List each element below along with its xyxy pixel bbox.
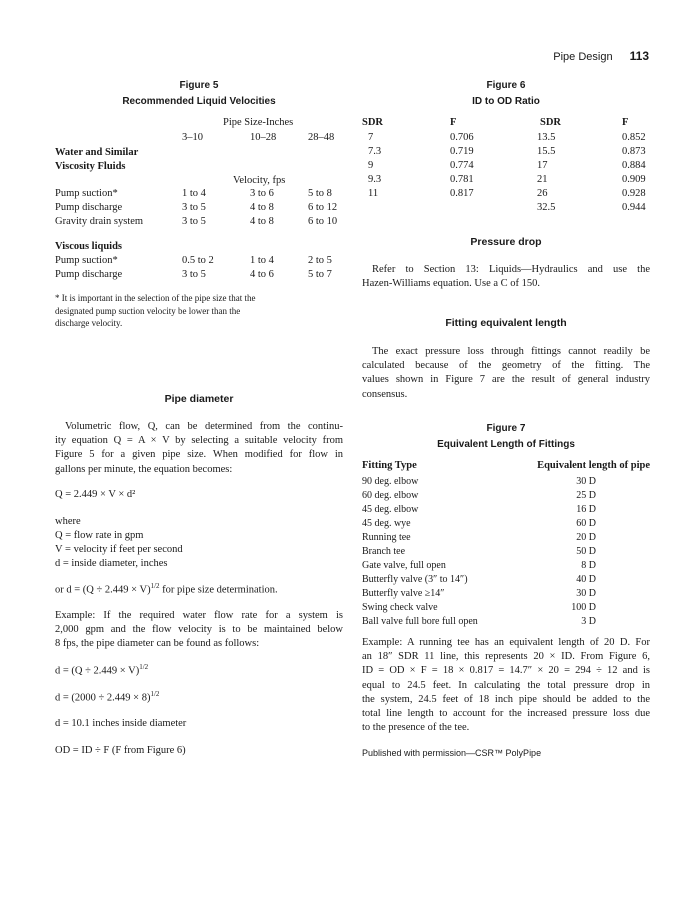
figure7-caption <box>362 421 650 453</box>
where-label: where <box>55 516 81 527</box>
column-header: Fitting Type <box>362 460 417 471</box>
fitting-type: Butterfly valve (3″ to 14″) <box>362 574 468 585</box>
row-label: Gravity drain system <box>55 216 144 227</box>
row-value: 5 to 8 <box>308 188 332 199</box>
column-header: SDR <box>362 117 384 128</box>
f-value: 0.928 <box>622 188 646 199</box>
row-value: 3 to 6 <box>250 188 274 199</box>
sdr-value: 17 <box>537 160 548 171</box>
fitting-example <box>362 636 650 735</box>
pressure-drop-heading: Pressure drop <box>470 236 542 248</box>
fitting-length: 30 D <box>576 476 596 487</box>
equation-example-1: $d = (Q \div 2.449 \times V)^{1/2}$ <box>55 663 149 677</box>
f-value: 0.909 <box>622 174 646 185</box>
column-header: Equivalent length of pipe <box>537 460 650 471</box>
f-value: 0.719 <box>450 146 474 157</box>
text-line: Refer to Section 13: Liquids—Hydraulics and use the <box>372 264 650 275</box>
sdr-value: 13.5 <box>537 132 556 143</box>
size-col-2: 10–28 <box>250 132 277 143</box>
f-value: 0.852 <box>622 132 646 143</box>
footnote-line: * It is important in the selection of the pipe size that the <box>55 293 256 303</box>
pipe-diameter-heading: Pipe diameter <box>164 393 234 405</box>
result-diameter: d = 10.1 inches inside diameter <box>55 718 187 729</box>
text-line: Volumetric flow, Q, can be determined from the continu- <box>65 421 343 432</box>
sdr-value: 26 <box>537 188 548 199</box>
footnote-line: discharge velocity. <box>55 318 123 328</box>
text-line: consensus. <box>362 388 408 400</box>
sdr-value: 11 <box>368 188 379 199</box>
text-line: ity equation Q = A × V by selecting a suitable velocity from <box>55 435 343 447</box>
fitting-length: 3 D <box>581 616 596 627</box>
text-line: Figure 5 for a given pipe size. When modified for flow in <box>55 449 343 461</box>
text-line: gallons per minute, the equation becomes: <box>55 463 233 475</box>
row-value: 6 to 12 <box>308 202 338 213</box>
figure5-table <box>55 116 355 316</box>
pipe-diameter-example <box>55 609 343 652</box>
row-label: Pump discharge <box>55 202 123 213</box>
fitting-length: 30 D <box>576 588 596 599</box>
equation-example-2: $d = (2000 \div 2.449 \times 8)^{1/2}$ <box>55 690 160 704</box>
fitting-length: 25 D <box>576 490 596 501</box>
f-value: 0.706 <box>450 132 474 143</box>
figure6-caption <box>362 78 650 110</box>
size-col-3: 28–48 <box>308 132 335 143</box>
fitting-length: 16 D <box>576 504 596 515</box>
fitting-length-text <box>362 345 650 402</box>
text-line: total line length to account for the increased pressure loss due <box>362 708 650 720</box>
f-value: 0.774 <box>450 160 474 171</box>
fitting-length: 50 D <box>576 546 596 557</box>
f-value: 0.884 <box>622 160 646 171</box>
definition-v: V = velocity if feet per second <box>55 544 183 555</box>
velocity-header: Velocity, fps <box>233 175 286 186</box>
text-line: equal to 24.5 feet. In calculating the total pressure drop in <box>362 679 650 691</box>
running-header <box>553 49 649 63</box>
figure6-label: Figure 6 <box>486 80 526 91</box>
sdr-value: 32.5 <box>537 202 556 213</box>
fitting-length: 100 D <box>571 602 596 613</box>
column-header: F <box>450 117 457 128</box>
group1-label-2: Viscosity Fluids <box>55 161 126 172</box>
row-value: 4 to 8 <box>250 202 274 213</box>
f-value: 0.873 <box>622 146 646 157</box>
row-value: 4 to 6 <box>250 269 274 280</box>
row-value: 2 to 5 <box>308 255 332 266</box>
definition-q: Q = flow rate in gpm <box>55 530 144 541</box>
text-line: an 18″ SDR 11 line, this represents 20 × ID. From Figure 6, <box>362 651 650 663</box>
publication-credit: Published with permission—CSR™ PolyPipe <box>362 748 542 758</box>
header-title: Pipe Design <box>553 51 613 63</box>
f-value: 0.817 <box>450 188 474 199</box>
column-header: F <box>622 117 629 128</box>
fitting-length: 20 D <box>576 532 596 543</box>
figure5-caption <box>55 78 343 110</box>
row-value: 1 to 4 <box>182 188 206 199</box>
pressure-drop-text <box>362 263 650 291</box>
sdr-value: 9 <box>368 160 374 171</box>
fitting-type: Butterfly valve ≥14″ <box>362 588 445 599</box>
sdr-value: 9.3 <box>368 174 382 185</box>
page-number: 113 <box>629 49 649 63</box>
fitting-type: 45 deg. wye <box>362 518 411 529</box>
fitting-type: 45 deg. elbow <box>362 504 419 515</box>
figure7-table <box>362 460 650 630</box>
figure6-title: ID to OD Ratio <box>472 96 540 107</box>
group2-label: Viscous liquids <box>55 241 123 252</box>
fitting-length: 60 D <box>576 518 596 529</box>
figure5-footnote <box>55 292 345 330</box>
text-line: values shown in Figure 7 are the result of general industry <box>362 374 650 386</box>
fitting-type: Gate valve, full open <box>362 560 446 571</box>
equation-continuity: Q = 2.449 × V × d² <box>55 489 136 500</box>
row-label: Pump suction* <box>55 255 118 266</box>
fitting-type: Swing check valve <box>362 602 438 613</box>
figure5-title: Recommended Liquid Velocities <box>122 96 276 107</box>
row-value: 3 to 5 <box>182 202 206 213</box>
fitting-type: Branch tee <box>362 546 406 557</box>
figure7-title: Equivalent Length of Fittings <box>437 439 575 450</box>
footnote-line: designated pump suction velocity be lower than the <box>55 305 241 316</box>
definition-d: d = inside diameter, inches <box>55 558 168 569</box>
row-label: Pump suction* <box>55 188 118 199</box>
row-value: 4 to 8 <box>250 216 274 227</box>
sdr-value: 15.5 <box>537 146 556 157</box>
pipe-size-header: Pipe Size-Inches <box>223 117 294 128</box>
text-line: Example: A running tee has an equivalent length of 20 D. For <box>362 637 650 648</box>
equation-od: OD = ID ÷ F (F from Figure 6) <box>55 745 186 756</box>
row-value: 1 to 4 <box>250 255 274 266</box>
column-header: SDR <box>540 117 562 128</box>
text-line: 2,000 gpm and the flow velocity is to be maintained below <box>55 624 343 636</box>
f-value: 0.781 <box>450 174 474 185</box>
sdr-value: 7 <box>368 132 374 143</box>
group1-label-1: Water and Similar <box>55 147 139 158</box>
fitting-length: 8 D <box>581 560 596 571</box>
fitting-type: 60 deg. elbow <box>362 490 419 501</box>
sdr-value: 7.3 <box>368 146 382 157</box>
fitting-length-heading: Fitting equivalent length <box>445 317 567 329</box>
f-value: 0.944 <box>622 202 646 213</box>
row-value: 5 to 7 <box>308 269 332 280</box>
sdr-value: 21 <box>537 174 548 185</box>
text-line: to the presence of the tee. <box>362 722 470 734</box>
text-line: the system, 24.5 feet of 18 inch pipe should be added to the <box>362 693 650 705</box>
text-line: Example: If the required water flow rate for a system is <box>55 610 343 621</box>
equation-diameter: or $d = (Q \div 2.449 \times V)^{1/2}$ for pipe size determination. <box>55 582 278 596</box>
size-col-1: 3–10 <box>182 132 203 143</box>
row-value: 3 to 5 <box>182 269 206 280</box>
text-line: The exact pressure loss through fittings cannot readily be <box>372 346 650 357</box>
fitting-length: 40 D <box>576 574 596 585</box>
figure7-label: Figure 7 <box>486 423 526 434</box>
text-line: 8 fps, the pipe diameter can be found as follows: <box>55 638 260 650</box>
row-value: 0.5 to 2 <box>182 255 214 266</box>
row-value: 3 to 5 <box>182 216 206 227</box>
figure5-label: Figure 5 <box>179 80 219 91</box>
fitting-type: 90 deg. elbow <box>362 476 419 487</box>
pipe-diameter-intro <box>55 420 343 477</box>
row-label: Pump discharge <box>55 269 123 280</box>
fitting-type: Ball valve full bore full open <box>362 616 478 627</box>
fitting-type: Running tee <box>362 532 411 543</box>
text-line: calculated because of the geometry of the fitting. The <box>362 360 650 372</box>
text-line: ID = OD × F = 18 × 0.817 = 14.7″ × 20 = 294 ÷ 12 and is <box>362 665 650 677</box>
row-value: 6 to 10 <box>308 216 338 227</box>
figure6-table <box>362 116 652 216</box>
text-line: Hazen-Williams equation. Use a C of 150. <box>362 278 541 290</box>
